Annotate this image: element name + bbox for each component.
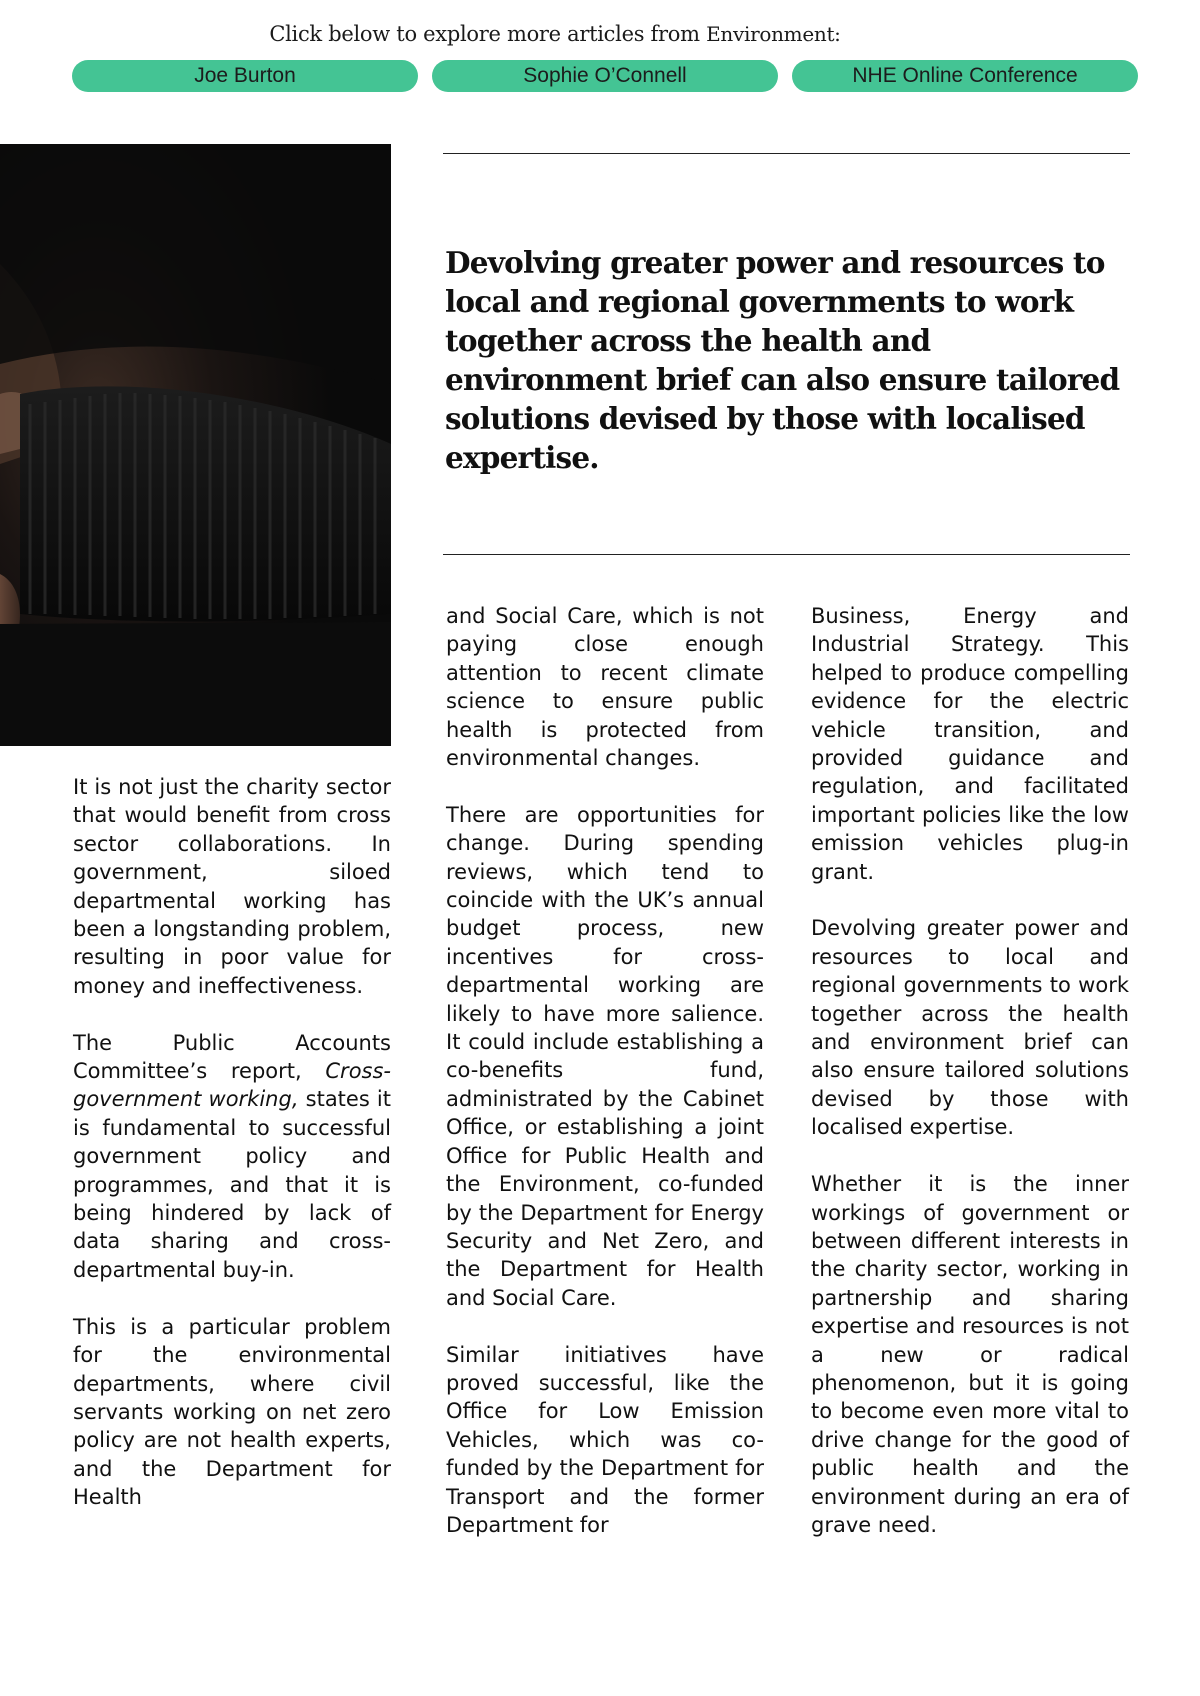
- pull-quote-top-rule: [443, 153, 1130, 154]
- explore-prefix: Click below to explore more articles from: [269, 22, 700, 46]
- report-title: Cross-government working,: [73, 1059, 391, 1112]
- paragraph-text: The Public Accounts Committee’s report,: [73, 1030, 391, 1084]
- paragraph: There are opportunities for change. During spending reviews, which tend to coincide with the UK’s annual budget process, new incentives for cross-departmental working are likely to have more salience. It could include establishing a co-benefits fund, administrated by the Cabinet Office, or establishing a joint Office for Public Health and the Environment, co-funded by the Department for Energy Security and Net Zero, and the Department for Health and Social Care.: [446, 802, 764, 1310]
- article-link-nhe-online-conference[interactable]: NHE Online Conference: [792, 60, 1138, 92]
- paragraph: and Social Care, which is not paying close enough attention to recent climate science to ensure public health is protected from environmental changes.: [446, 604, 764, 771]
- article-column-1: [73, 773, 391, 1512]
- paragraph: [73, 1029, 391, 1285]
- paragraph: Devolving greater power and resources to local and regional governments to work together across the health and environment brief can also ensure tailored solutions devised by those with localised expertise.: [811, 916, 1129, 1140]
- paragraph: This is a particular problem for the environmental departments, where civil servants working on net zero policy are not health experts, and the Department for Health: [73, 1314, 391, 1510]
- article-column-2: [446, 602, 764, 1539]
- pull-quote: Devolving greater power and resources to local and regional governments to work together across the health and environment brief can also ensure tailored solutions devised by those with localised expertise.: [445, 245, 1120, 475]
- article-photo: [0, 144, 391, 746]
- paragraph: Business, Energy and Industrial Strategy. This helped to produce compelling evidence for the electric vehicle transition, and provided guidance and regulation, and facilitated important policies like the low emission vehicles plug-in grant.: [811, 604, 1129, 884]
- paragraph: Whether it is the inner workings of government or between different interests in the charity sector, working in partnership and sharing expertise and resources is not a new or radical phenomenon, but it is going to become even more vital to drive change for the good of public health and the environment during an era of grave need.: [811, 1172, 1129, 1537]
- article-link-joe-burton[interactable]: Joe Burton: [72, 60, 418, 92]
- paragraph-text: states it is fundamental to successful government policy and programmes, and that it is being hindered by lack of data sharing and cross-departmental buy-in.: [73, 1087, 391, 1282]
- pull-quote-bottom-rule: [443, 554, 1130, 555]
- explore-topic: Environment:: [706, 22, 841, 46]
- paragraph: Similar initiatives have proved successful, like the Office for Low Emission Vehicles, which was co-funded by the Department for Transport and the former Department for: [446, 1342, 764, 1537]
- explore-heading: [0, 22, 1110, 46]
- article-column-3: [811, 602, 1129, 1539]
- article-link-sophie-oconnell[interactable]: Sophie O’Connell: [432, 60, 778, 92]
- paragraph: It is not just the charity sector that would benefit from cross sector collaborations. In government, siloed departmental working has been a longstanding problem, resulting in poor value for money and ineffectiveness.: [73, 775, 391, 998]
- sweater-sleeve-photo: [0, 144, 391, 746]
